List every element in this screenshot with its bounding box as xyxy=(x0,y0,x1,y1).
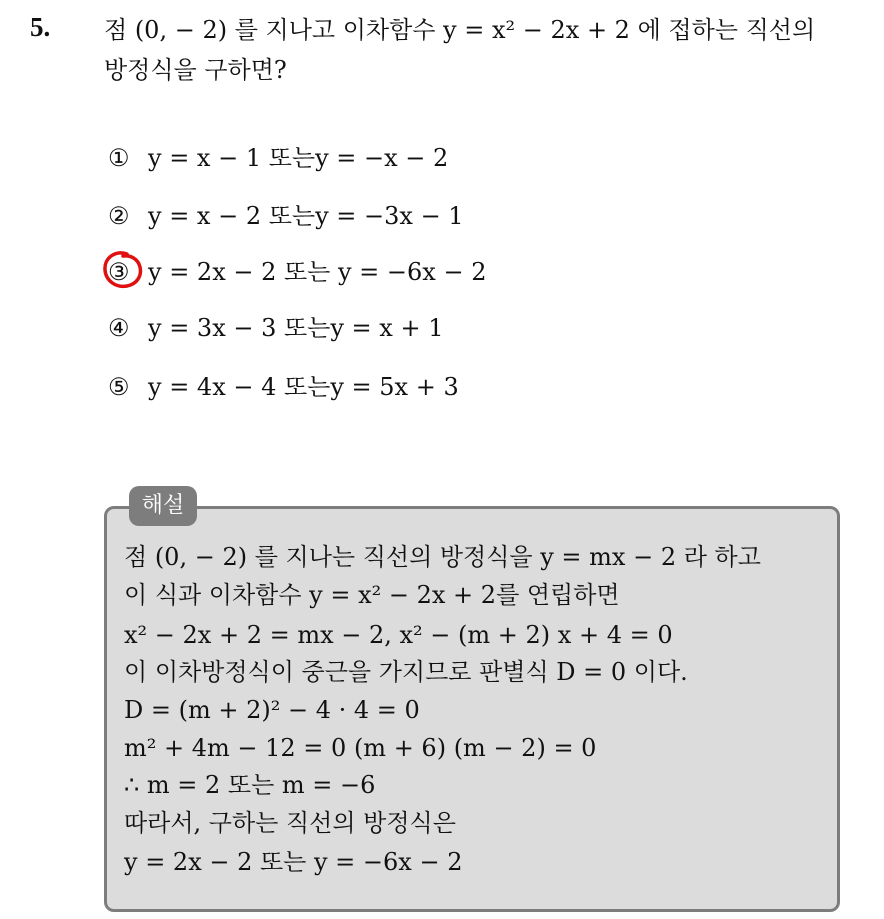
solution-line-4: 이 이차방정식이 중근을 가지므로 판별식 D = 0 이다. xyxy=(124,658,688,686)
choice-1[interactable] xyxy=(108,143,448,173)
solution-line-5: D = (m + 2)² − 4 · 4 = 0 xyxy=(124,696,420,724)
choice-1-text: y = x − 1 또는y = −x − 2 xyxy=(148,144,449,172)
choice-4[interactable] xyxy=(108,313,443,343)
choice-3-text: y = 2x − 2 또는 y = −6x − 2 xyxy=(148,258,487,286)
question-text-line2: 방정식을 구하면? xyxy=(104,56,287,84)
choice-1-mark: ① xyxy=(108,144,130,172)
solution-line-6: m² + 4m − 12 = 0 (m + 6) (m − 2) = 0 xyxy=(124,734,597,762)
solution-tag: 해설 xyxy=(129,486,197,526)
answer-circle-icon xyxy=(101,249,145,291)
solution-line-1: 점 (0, − 2) 를 지나는 직선의 방정식을 y = mx − 2 라 하고 xyxy=(124,543,761,571)
solution-line-9: y = 2x − 2 또는 y = −6x − 2 xyxy=(124,848,463,876)
choice-5-text: y = 4x − 4 또는y = 5x + 3 xyxy=(148,373,459,401)
solution-line-8: 따라서, 구하는 직선의 방정식은 xyxy=(124,809,456,837)
choice-4-text: y = 3x − 3 또는y = x + 1 xyxy=(148,314,444,342)
solution-line-7: ∴ m = 2 또는 m = −6 xyxy=(124,771,376,799)
choice-2-mark: ② xyxy=(108,202,130,230)
choice-4-mark: ④ xyxy=(108,314,130,342)
choice-2-text: y = x − 2 또는y = −3x − 1 xyxy=(148,202,464,230)
choice-3[interactable] xyxy=(108,257,486,287)
question-text-line1: 점 (0, − 2) 를 지나고 이차함수 y = x² − 2x + 2 에 접하는 직선의 xyxy=(104,16,816,44)
choice-5-mark: ⑤ xyxy=(108,373,130,401)
choice-3-mark: ③ xyxy=(108,258,130,286)
choice-5[interactable] xyxy=(108,372,459,402)
solution-line-3: x² − 2x + 2 = mx − 2, x² − (m + 2) x + 4 = 0 xyxy=(124,621,673,649)
solution-line-2: 이 식과 이차함수 y = x² − 2x + 2를 연립하면 xyxy=(124,581,620,609)
choice-2[interactable] xyxy=(108,201,464,231)
question-number: 5. xyxy=(30,12,51,42)
